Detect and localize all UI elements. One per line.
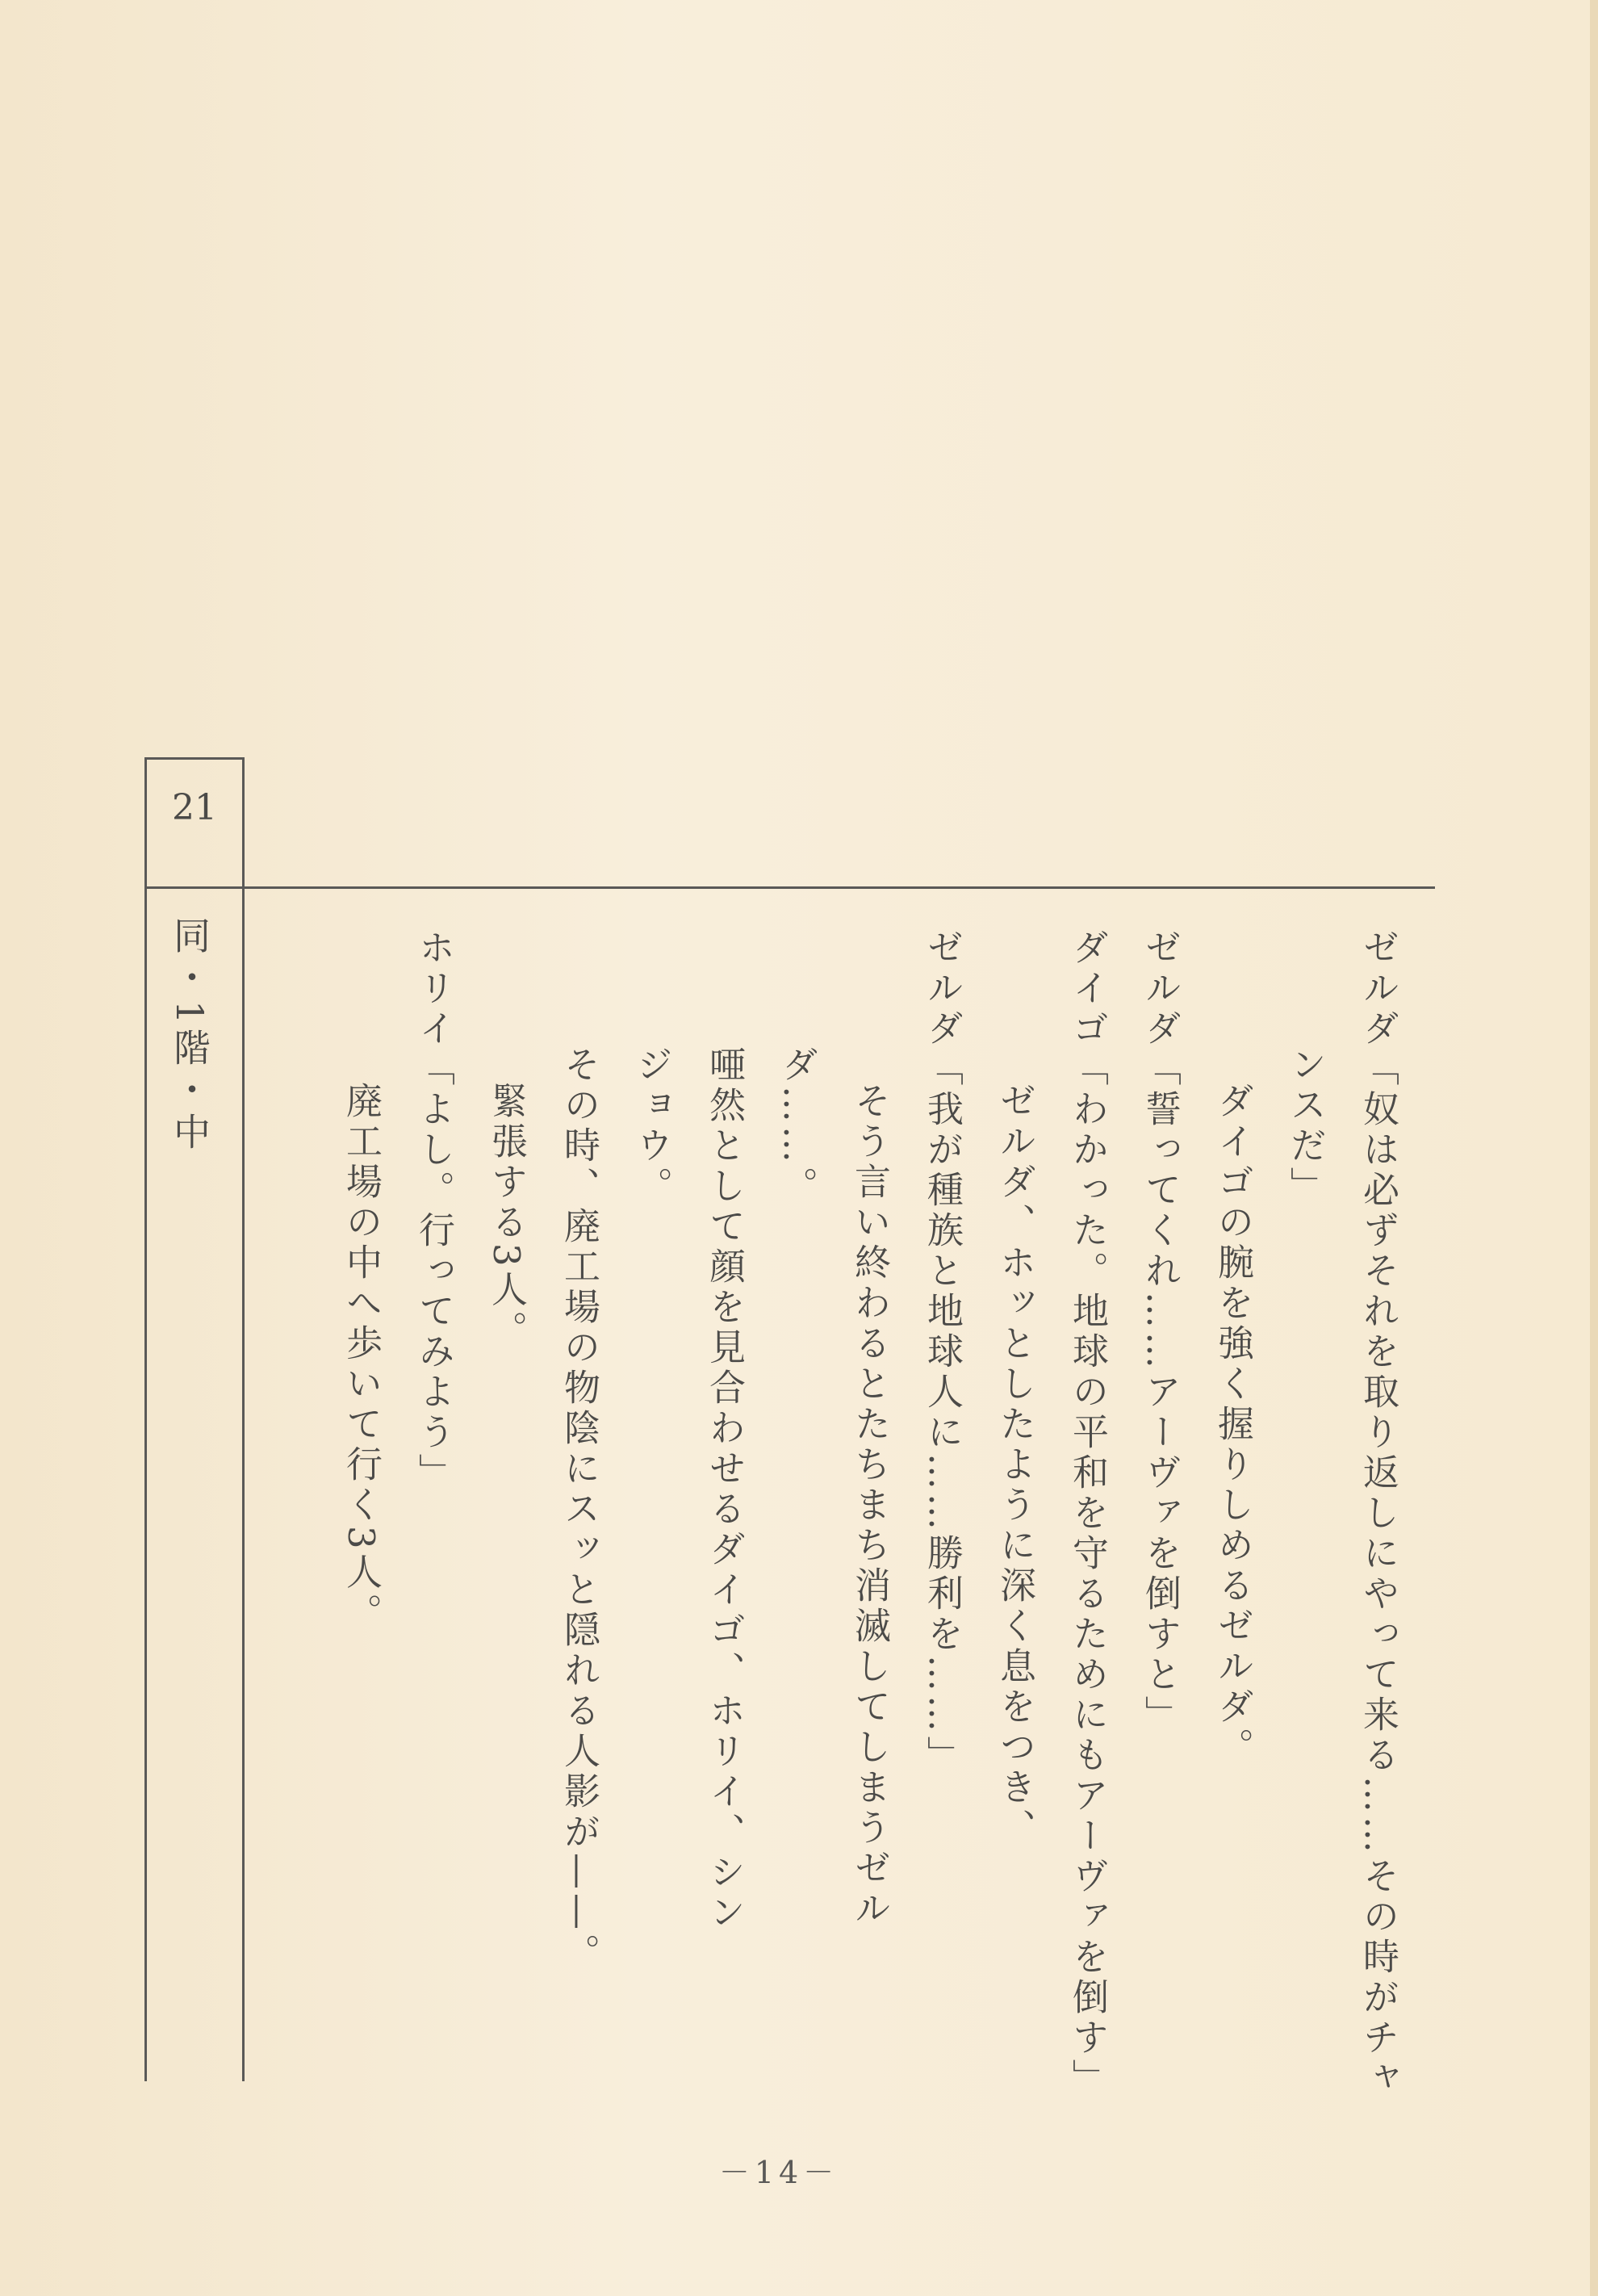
frame-horizontal-line	[144, 886, 1435, 889]
script-line: ジョウ。	[630, 1045, 673, 1207]
script-body	[300, 928, 1414, 2099]
script-line: ダ……。	[776, 1045, 818, 1207]
script-line: ゼルダ「誓ってくれ……アーヴァを倒すと」	[1139, 928, 1182, 1736]
scene-number: 21	[172, 787, 217, 828]
script-line: その時、廃工場の物陰にスッと隠れる人影が——。	[558, 1045, 600, 1974]
script-line: ダイゴ「わかった。地球の平和を守るためにもアーヴァを倒す」	[1066, 928, 1109, 2099]
frame-divider-line	[242, 757, 245, 2081]
scene-heading: 同・1階・中	[168, 916, 211, 1155]
frame-top-line	[144, 757, 245, 760]
page-edge	[1590, 0, 1598, 2296]
script-line: 緊張する3人。	[485, 1082, 528, 1351]
page-number: －14－	[718, 2155, 839, 2190]
script-line: そう言い終わるとたちまち消滅してしまうゼル	[848, 1082, 891, 1929]
script-line: 廃工場の中へ歩いて行く3人。	[340, 1082, 383, 1634]
script-line: ダイゴの腕を強く握りしめるゼルダ。	[1211, 1082, 1254, 1768]
frame-left-line	[144, 757, 147, 2081]
script-line: ゼルダ、ホッとしたように深く息をつき、	[994, 1082, 1036, 1849]
script-line: ゼルダ「我が種族と地球人に……勝利を……」	[921, 928, 964, 1776]
script-line: 唖然として顔を見合わせるダイゴ、ホリイ、シン	[703, 1045, 746, 1934]
script-line: ホリイ「よし。行ってみよう」	[412, 928, 455, 1494]
script-line: ンスだ」	[1284, 1045, 1327, 1207]
script-line: ゼルダ「奴は必ずそれを取り返しにやって来る……その時がチャ	[1357, 928, 1399, 2099]
